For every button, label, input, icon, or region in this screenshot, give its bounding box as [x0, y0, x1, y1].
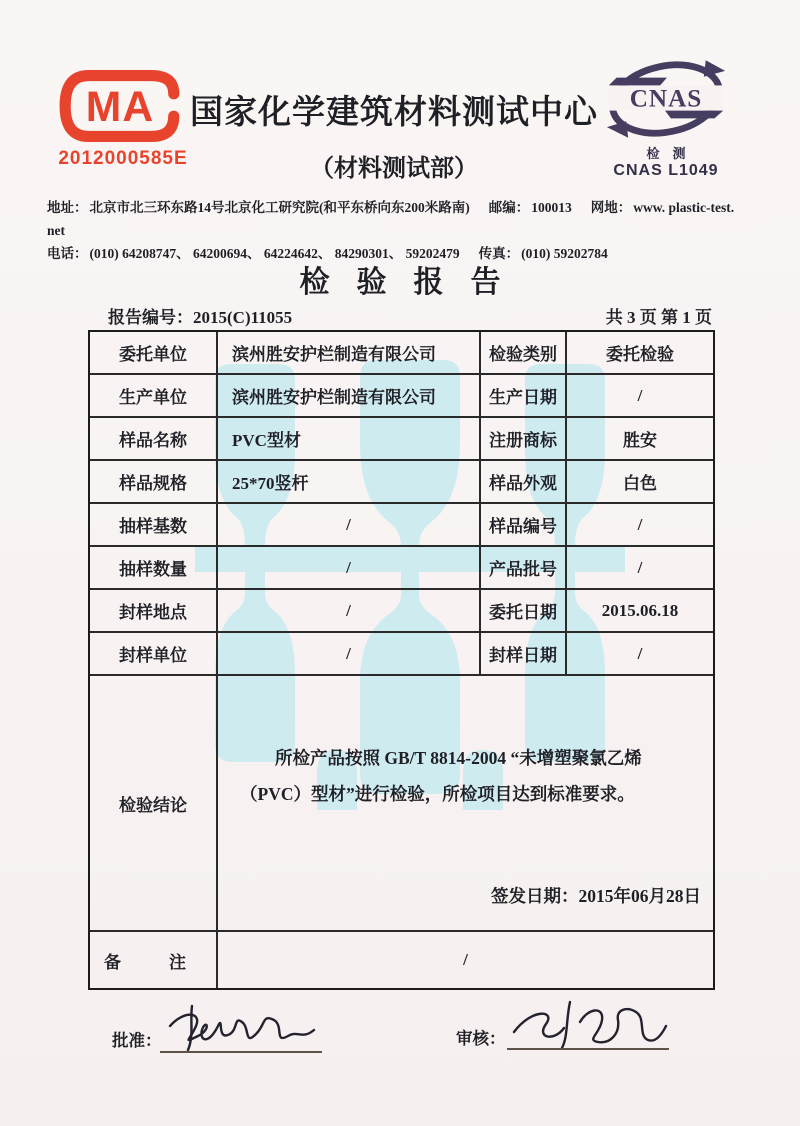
conclusion-label: 检验结论 [90, 676, 218, 932]
row-label: 生产单位 [90, 375, 218, 418]
organization-title: 国家化学建筑材料测试中心 [190, 95, 598, 131]
contact-line-1 [47, 196, 757, 242]
issue-date: 签发日期：2015年06月28日 [491, 886, 701, 906]
row-value: 滨州胜安护栏制造有限公司 [218, 375, 481, 418]
row-label: 抽样数量 [90, 547, 218, 590]
row-label: 生产日期 [481, 375, 567, 418]
fax-value: (010) 59202784 [521, 246, 608, 261]
approver-signature [158, 1000, 328, 1056]
row-value: / [218, 633, 481, 676]
remark-label-char-1: 备 [104, 952, 121, 972]
page-count: 共 3 页 第 1 页 [605, 308, 712, 327]
row-label: 样品编号 [481, 504, 567, 547]
remark-label-char-2: 注 [169, 952, 186, 972]
row-value: PVC型材 [218, 418, 481, 461]
organization-subtitle: （材料测试部） [310, 156, 478, 182]
cma-letters: MA [85, 83, 155, 132]
remark-label [90, 932, 218, 988]
review-signature-line [507, 1048, 669, 1050]
row-value: / [218, 547, 481, 590]
report-number-value: 2015(C)11055 [193, 308, 293, 327]
report-number [108, 303, 292, 328]
cnas-cert-number: CNAS L1049 [613, 162, 719, 179]
approve-label: 批准： [112, 1031, 162, 1050]
cnas-word: CNAS [629, 85, 703, 113]
phone-values: (010) 64208747、 64200694、 64224642、 84290301、 59202479 [89, 246, 460, 261]
row-label: 封样日期 [481, 633, 567, 676]
row-value: 白色 [567, 461, 713, 504]
row-value: 委托检验 [567, 332, 713, 375]
sample-info-table [88, 330, 715, 990]
phone-label: 电话： [47, 246, 88, 261]
row-label: 注册商标 [481, 418, 567, 461]
fax-label: 传真： [478, 246, 520, 261]
address-label: 地址： [47, 200, 88, 215]
row-value: / [218, 504, 481, 547]
row-value: / [567, 633, 713, 676]
row-value: / [567, 504, 713, 547]
row-value: 2015.06.18 [567, 590, 713, 633]
review-label: 审核： [456, 1029, 506, 1048]
conclusion-text: 所检产品按照 GB/T 8814-2004 “未增塑聚氯乙烯（PVC）型材”进行检验，所检项目达到标准要求。 [240, 748, 642, 804]
zip-value: 100013 [531, 200, 572, 215]
row-label: 检验类别 [481, 332, 567, 375]
cnas-test-label: 检 测 [646, 146, 686, 161]
row-value: 胜安 [567, 418, 713, 461]
report-title: 检验报告 [299, 266, 528, 299]
row-label: 委托单位 [90, 332, 218, 375]
report-number-label: 报告编号： [108, 308, 193, 327]
row-label: 产品批号 [481, 547, 567, 590]
website-label: 网地： [590, 200, 632, 215]
zip-label: 邮编： [488, 200, 530, 215]
reviewer-signature [504, 996, 676, 1054]
row-label: 样品名称 [90, 418, 218, 461]
row-value: 25*70竖杆 [218, 461, 481, 504]
conclusion-cell [218, 676, 713, 932]
row-value: 滨州胜安护栏制造有限公司 [218, 332, 481, 375]
row-value: / [218, 590, 481, 633]
contact-info [47, 196, 757, 265]
report-meta [108, 303, 712, 328]
cnas-logo-icon [603, 56, 729, 142]
cma-certificate-number: 2012000585E [58, 148, 188, 169]
cnas-accreditation-block [602, 56, 730, 180]
row-label: 封样单位 [90, 633, 218, 676]
cma-certification-mark-icon [56, 66, 188, 146]
address-value: 北京市北三环东路14号北京化工研究院(和平东桥向东200米路南) [89, 200, 470, 215]
row-value: / [567, 547, 713, 590]
row-value: / [567, 375, 713, 418]
website-value: www. plastic-test. net [47, 200, 735, 238]
row-label: 封样地点 [90, 590, 218, 633]
approve-signature-line [160, 1051, 322, 1053]
row-label: 样品外观 [481, 461, 567, 504]
remark-value: / [463, 950, 468, 969]
row-label: 委托日期 [481, 590, 567, 633]
row-label: 样品规格 [90, 461, 218, 504]
row-label: 抽样基数 [90, 504, 218, 547]
